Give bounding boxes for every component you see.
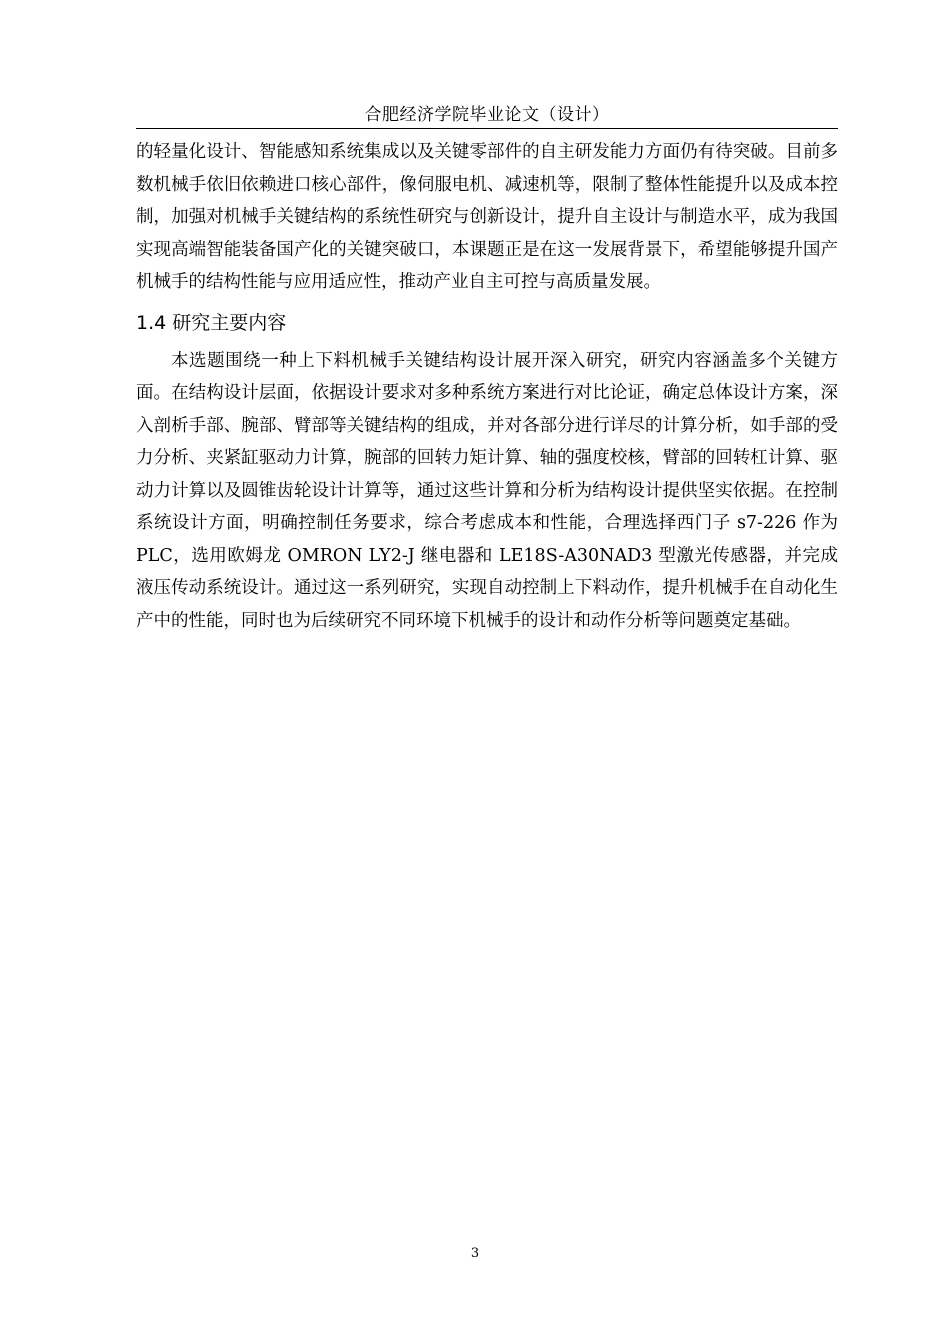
body-paragraph: 的轻量化设计、智能感知系统集成以及关键零部件的自主研发能力方面仍有待突破。目前多数机械手依旧依赖进口核心部件，像伺服电机、减速机等，限制了整体性能提升以及成本控制，加强对机械手关键结构的系统性研究与创新设计，提升自主设计与制造水平，成为我国实现高端智能装备国产化的关键突破口，本课题正是在这一发展背景下，希望能够提升国产机械手的结构性能与应用适应性，推动产业自主可控与高质量发展。 — [136, 142, 838, 292]
body-paragraph: 本选题围绕一种上下料机械手关键结构设计展开深入研究，研究内容涵盖多个关键方面。在结构设计层面，依据设计要求对多种系统方案进行对比论证，确定总体设计方案，深入剖析手部、腕部、臂部等关键结构的组成，并对各部分进行详尽的计算分析，如手部的受力分析、夹紧缸驱动力计算，腕部的回转力矩计算、轴的强度校核，臂部的回转杠计算、驱动力计算以及圆锥齿轮设计计算等，通过这些计算和分析为结构设计提供坚实依据。在控制系统设计方面，明确控制任务要求，综合考虑成本和性能，合理选择西门子 s7-226 作为 PLC，选用欧姆龙 OMRON LY2-J 继电器和 LE18S-A30NAD3 型激光传感器，并完成液压传动系统设计。通过这一系列研究，实现自动控制上下料动作，提升机械手在自动化生产中的性能，同时也为后续研究不同环境下机械手的设计和动作分析等问题奠定基础。 — [136, 350, 838, 631]
header-title: 合肥经济学院毕业论文（设计） — [364, 105, 610, 125]
section-number: 1.4 — [136, 311, 167, 334]
page-header — [136, 103, 838, 129]
document-body — [136, 136, 838, 637]
section-heading — [136, 308, 838, 338]
section-title: 研究主要内容 — [172, 311, 287, 334]
page-number: 3 — [470, 1246, 480, 1261]
